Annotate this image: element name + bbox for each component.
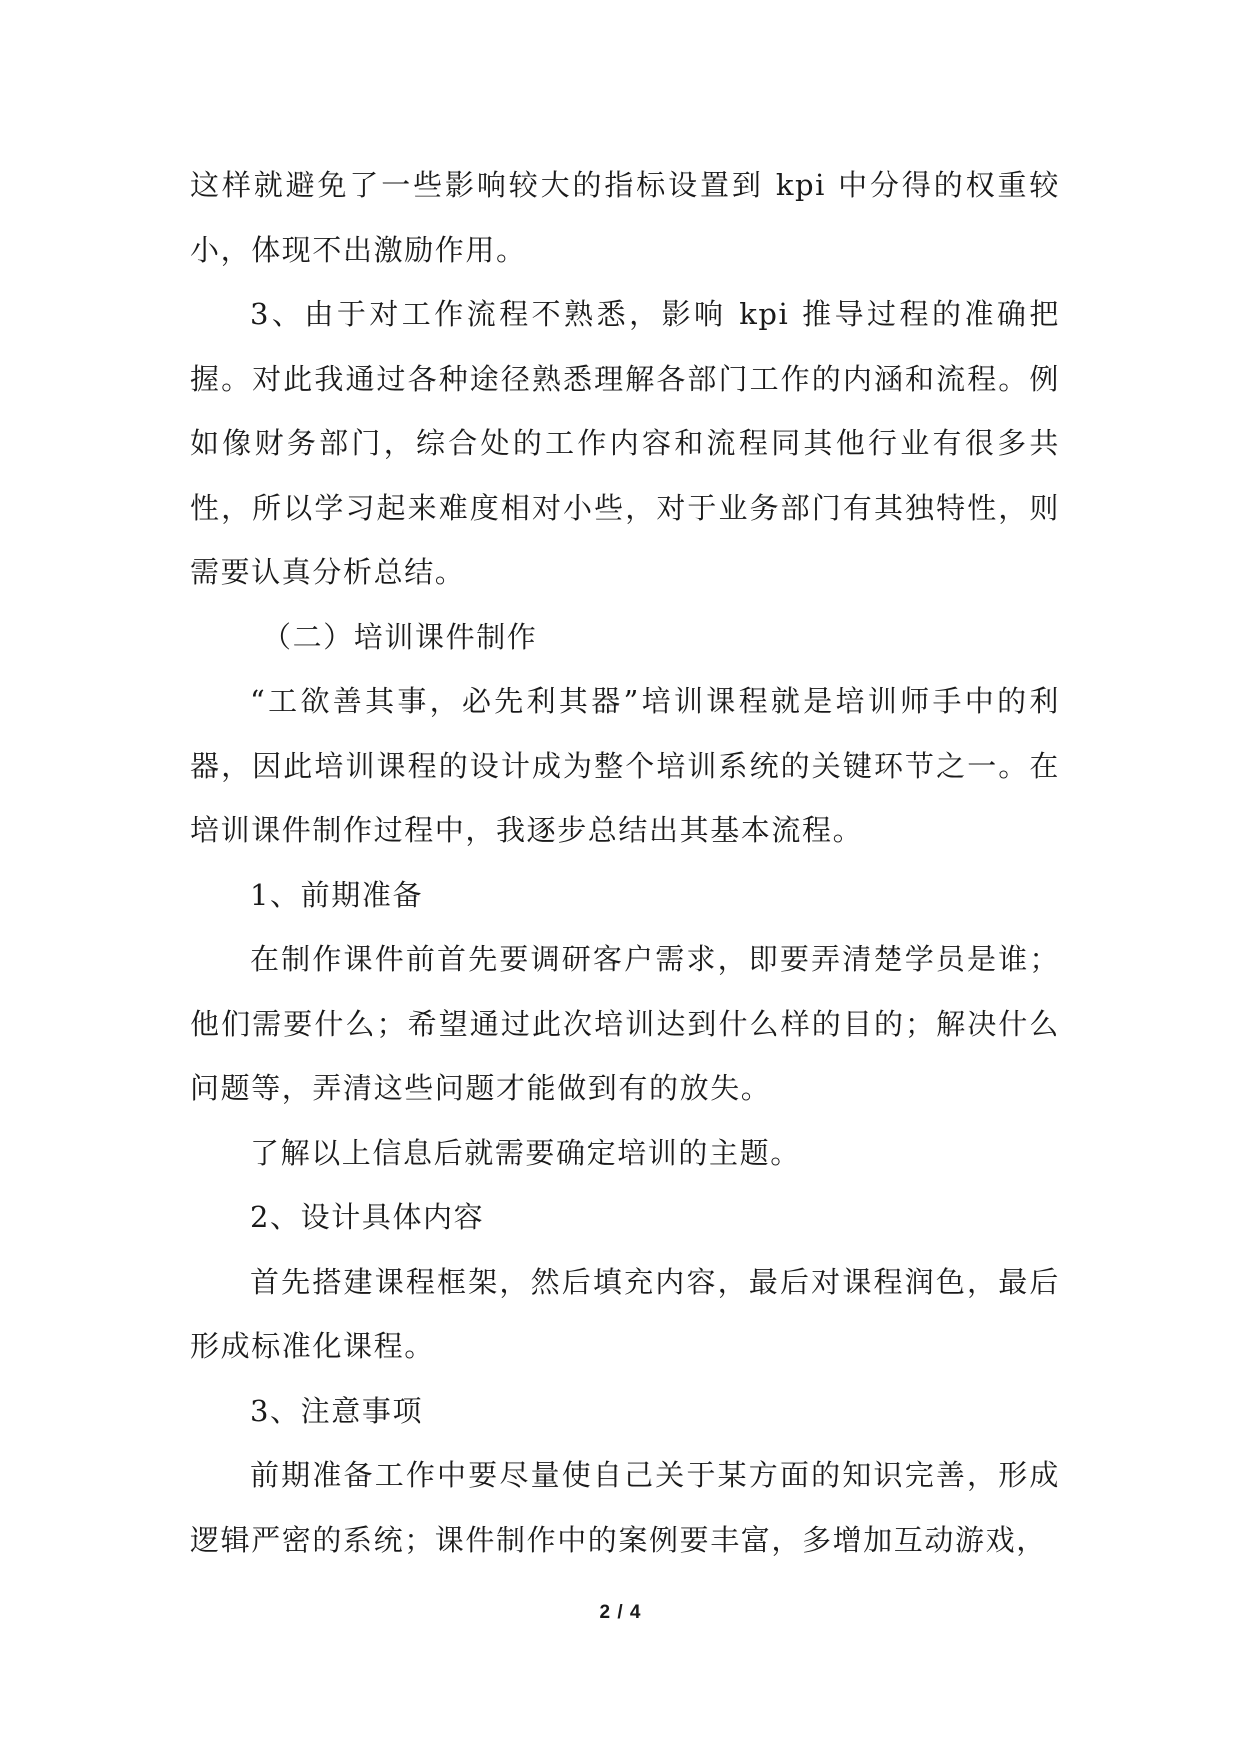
paragraph: “工欲善其事，必先利其器”培训课程就是培训师手中的利器，因此培训课程的设计成为整个培训系统的关键环节之一。在培训课件制作过程中，我逐步总结出其基本流程。 [190, 684, 1060, 847]
paragraph: 了解以上信息后就需要确定培训的主题。 [250, 1135, 801, 1170]
subsection-heading: 3、注意事项 [250, 1393, 424, 1428]
document-body [190, 153, 1060, 1572]
paragraph: 前期准备工作中要尽量使自己关于某方面的知识完善，形成逻辑严密的系统；课件制作中的案例要丰富，多增加互动游戏， [190, 1458, 1060, 1557]
page-number: 2 / 4 [599, 1602, 642, 1623]
subsection-heading: 2、设计具体内容 [250, 1200, 485, 1234]
paragraph: 首先搭建课程框架，然后填充内容，最后对课程润色，最后形成标准化课程。 [190, 1264, 1060, 1363]
paragraph: 这样就避免了一些影响较大的指标设置到 kpi 中分得的权重较小，体现不出激励作用。 [190, 168, 1060, 267]
paragraph: 在制作课件前首先要调研客户需求，即要弄清楚学员是谁；他们需要什么；希望通过此次培训达到什么样的目的；解决什么问题等，弄清这些问题才能做到有的放失。 [190, 942, 1060, 1105]
paragraph: 3、由于对工作流程不熟悉，影响 kpi 推导过程的准确把握。对此我通过各种途径熟悉理解各部门工作的内涵和流程。例如像财务部门，综合处的工作内容和流程同其他行业有很多共性，所以学习起来难度相对小些，对于业务部门有其独特性，则需要认真分析总结。 [190, 297, 1060, 589]
subsection-heading: 1、前期准备 [250, 877, 424, 912]
section-heading: （二）培训课件制作 [262, 619, 538, 654]
